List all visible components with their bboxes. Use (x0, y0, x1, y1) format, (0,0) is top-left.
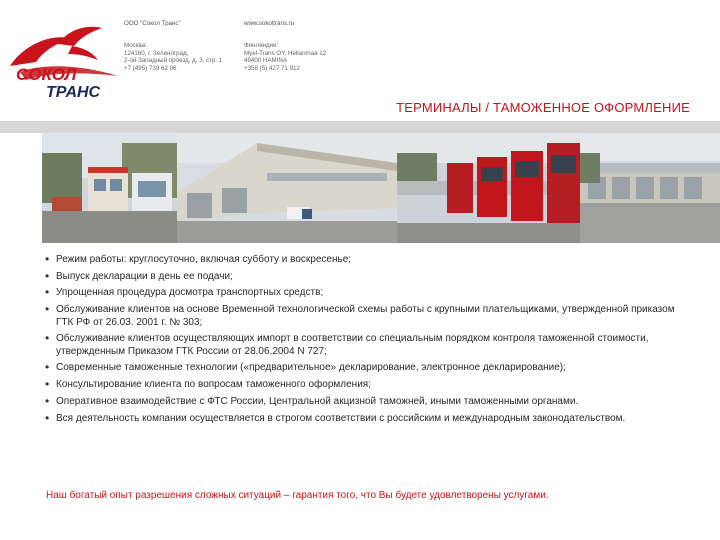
moscow-address-line: +7 (495) 739 62 06 (124, 64, 177, 72)
list-item: • Режим работы: круглосуточно, включая субботу и воскресенье; (44, 254, 684, 267)
finland-address-line: 49400 HAMINA (244, 57, 287, 64)
footer-slogan: Наш богатый опыт разрешения сложных ситуаций – гарантия того, что Вы будете удовлетворены услугами. (46, 490, 549, 501)
website-link[interactable]: www.sokoltrans.ru (244, 20, 295, 27)
list-item: • Современные таможенные технологии («предварительное» декларирование, электронное декларирование); (44, 362, 684, 375)
list-item: • Выпуск декларации в день ее подачи; (44, 271, 684, 284)
page-title: ТЕРМИНАЛЫ / ТАМОЖЕННОЕ ОФОРМЛЕНИЕ (396, 100, 690, 115)
trucks-parked-photo (397, 133, 580, 243)
logo-text-top: СОКОЛ (16, 65, 77, 84)
list-item: • Консультирование клиента по вопросам таможенного оформления; (44, 379, 684, 392)
falcon-logo-icon (6, 22, 124, 102)
moscow-address (124, 42, 222, 72)
terminal-gate-photo (42, 133, 177, 243)
moscow-address-line: Москва: (124, 42, 147, 49)
moscow-address-line: 124160, г. Зеленоград, (124, 49, 189, 57)
photo-strip (42, 133, 720, 243)
header-divider-bar (0, 121, 720, 133)
logo-text-bottom: ТРАНС (46, 84, 101, 101)
list-item: • Обслуживание клиентов на основе Временной технологической схемы работы с крупными плательщиками, утвержденной приказом ГТК РФ от 26.03. 2001 г. № 303; (44, 304, 684, 329)
company-name: ООО "Сокол Транс" (124, 20, 181, 27)
list-item: • Оперативное взаимодействие с ФТС России, Центральной акцизной таможней, иными таможенными органами. (44, 396, 684, 409)
list-item: • Вся деятельность компании осуществляется в строгом соответствии с российским и международным законодательством. (44, 413, 684, 426)
loading-dock-photo (580, 133, 720, 243)
services-list (44, 254, 684, 429)
finland-address (244, 42, 326, 72)
warehouse-building-photo (177, 133, 397, 243)
finland-address-line: Myel-Trans OY, Hellanmaa 12 (244, 49, 327, 57)
list-item: • Обслуживание клиентов осуществляющих импорт в соответствии со специальным порядком контроля таможенной стоимости, утвержденным Приказом ГТК России от 28.06.2004 N 727; (44, 333, 684, 358)
finland-address-line: Финляндия: (244, 42, 279, 49)
list-item: • Упрощенная процедура досмотра транспортных средств; (44, 287, 684, 300)
company-logo (6, 22, 124, 102)
finland-address-line: +358 (5) 427 71 912 (244, 64, 300, 72)
moscow-address-line: 2-ой Западный проезд, д. 3, стр. 1 (124, 57, 223, 64)
